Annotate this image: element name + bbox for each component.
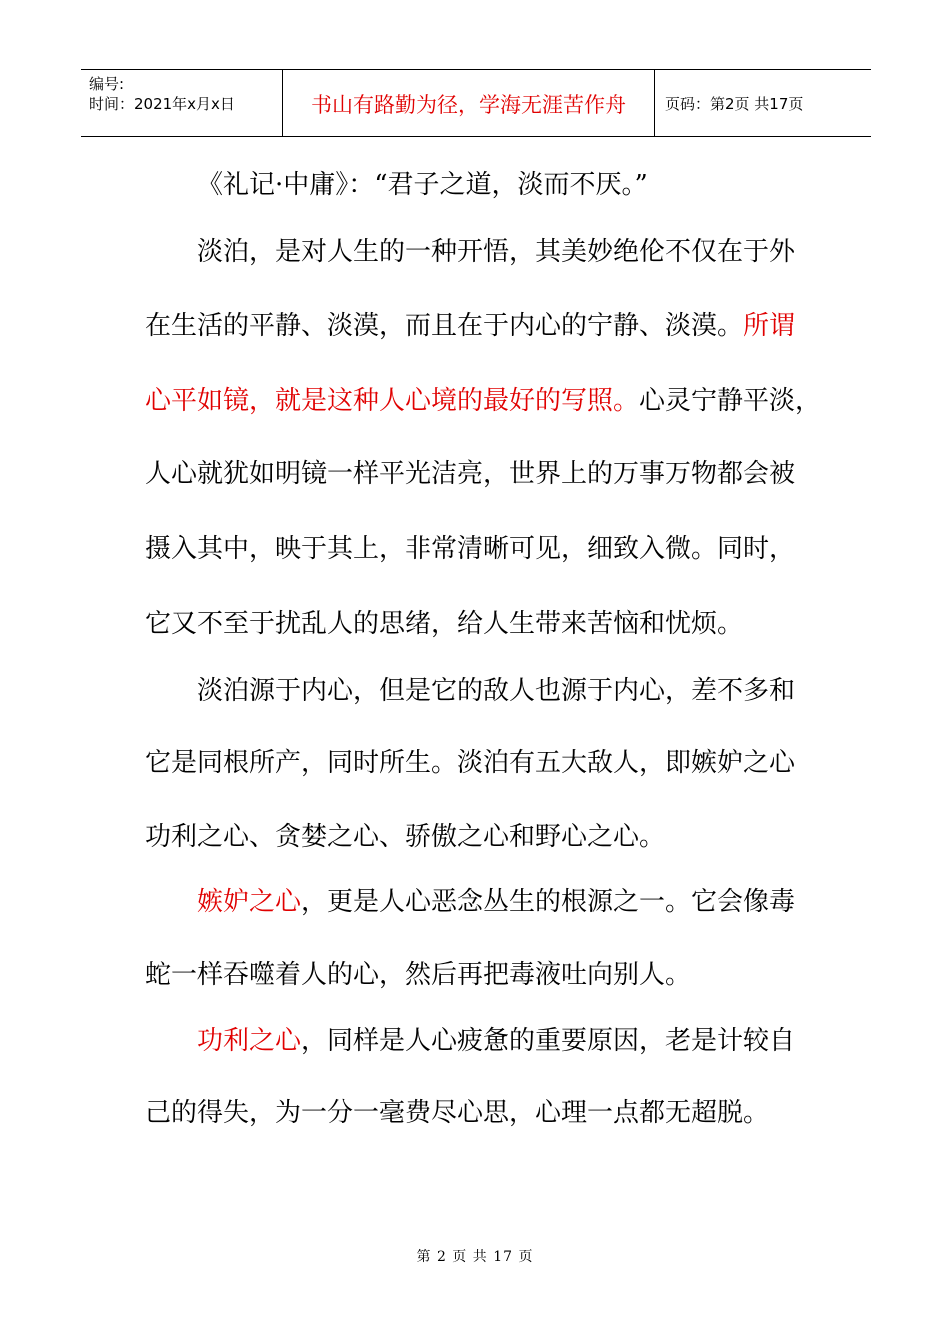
page-footer: 第 2 页 共 17 页 [416,1249,534,1265]
text-line [145,750,795,776]
text-line [197,678,795,704]
text-line [197,239,795,265]
text-line [197,172,648,198]
highlighted-text: 所谓 [743,311,796,341]
text-line [145,536,795,562]
text-line [145,1100,769,1126]
text-segment: 淡泊源于内心，但是它的敌人也源于内心，差不多和 [197,676,796,706]
text-segment: 己的得失，为一分一毫费尽心思，心理一点都无超脱。 [145,1098,770,1128]
document-header [81,69,871,137]
header-motto: 书山有路勤为径，学海无涯苦作舟 [282,70,655,136]
text-line [197,1028,795,1054]
text-segment: ，同样是人心疲惫的重要原因，老是计较自 [301,1026,796,1056]
text-segment: 摄入其中，映于其上，非常清晰可见，细致入微。同时， [145,534,796,564]
text-line [145,611,743,637]
highlighted-text: 嫉妒之心 [197,887,302,917]
text-line [145,313,795,339]
text-line [145,824,665,850]
text-line [145,388,821,414]
highlighted-text: 心平如镜，就是这种人心境的最好的写照。 [145,386,640,416]
text-line [145,461,795,487]
header-page-info: 页码：第2页 共17页 [665,94,804,113]
text-segment: 功利之心、贪婪之心、骄傲之心和野心之心。 [145,822,666,852]
text-segment: 淡泊，是对人生的一种开悟，其美妙绝伦不仅在于外 [197,237,796,267]
text-line [145,962,691,988]
text-segment: 心灵宁静平淡， [639,386,822,416]
header-info-cell [81,70,282,136]
text-segment: 它又不至于扰乱人的思绪，给人生带来苦恼和忧烦。 [145,609,744,639]
text-segment: 人心就犹如明镜一样平光洁亮，世界上的万事万物都会被 [145,459,796,489]
text-segment: 《礼记·中庸》：“君子之道，淡而不厌。” [197,170,648,200]
text-segment: ，更是人心恶念丛生的根源之一。它会像毒 [301,887,796,917]
time-label: 时间：2021年x月x日 [89,95,235,113]
serial-label: 编号: [89,75,125,93]
highlighted-text: 功利之心 [197,1026,302,1056]
text-line [197,889,795,915]
text-segment: 在生活的平静、淡漠，而且在于内心的宁静、淡漠。 [145,311,744,341]
text-segment: 蛇一样吞噬着人的心，然后再把毒液吐向别人。 [145,960,692,990]
text-segment: 它是同根所产，同时所生。淡泊有五大敌人，即嫉妒之心 [145,748,796,778]
